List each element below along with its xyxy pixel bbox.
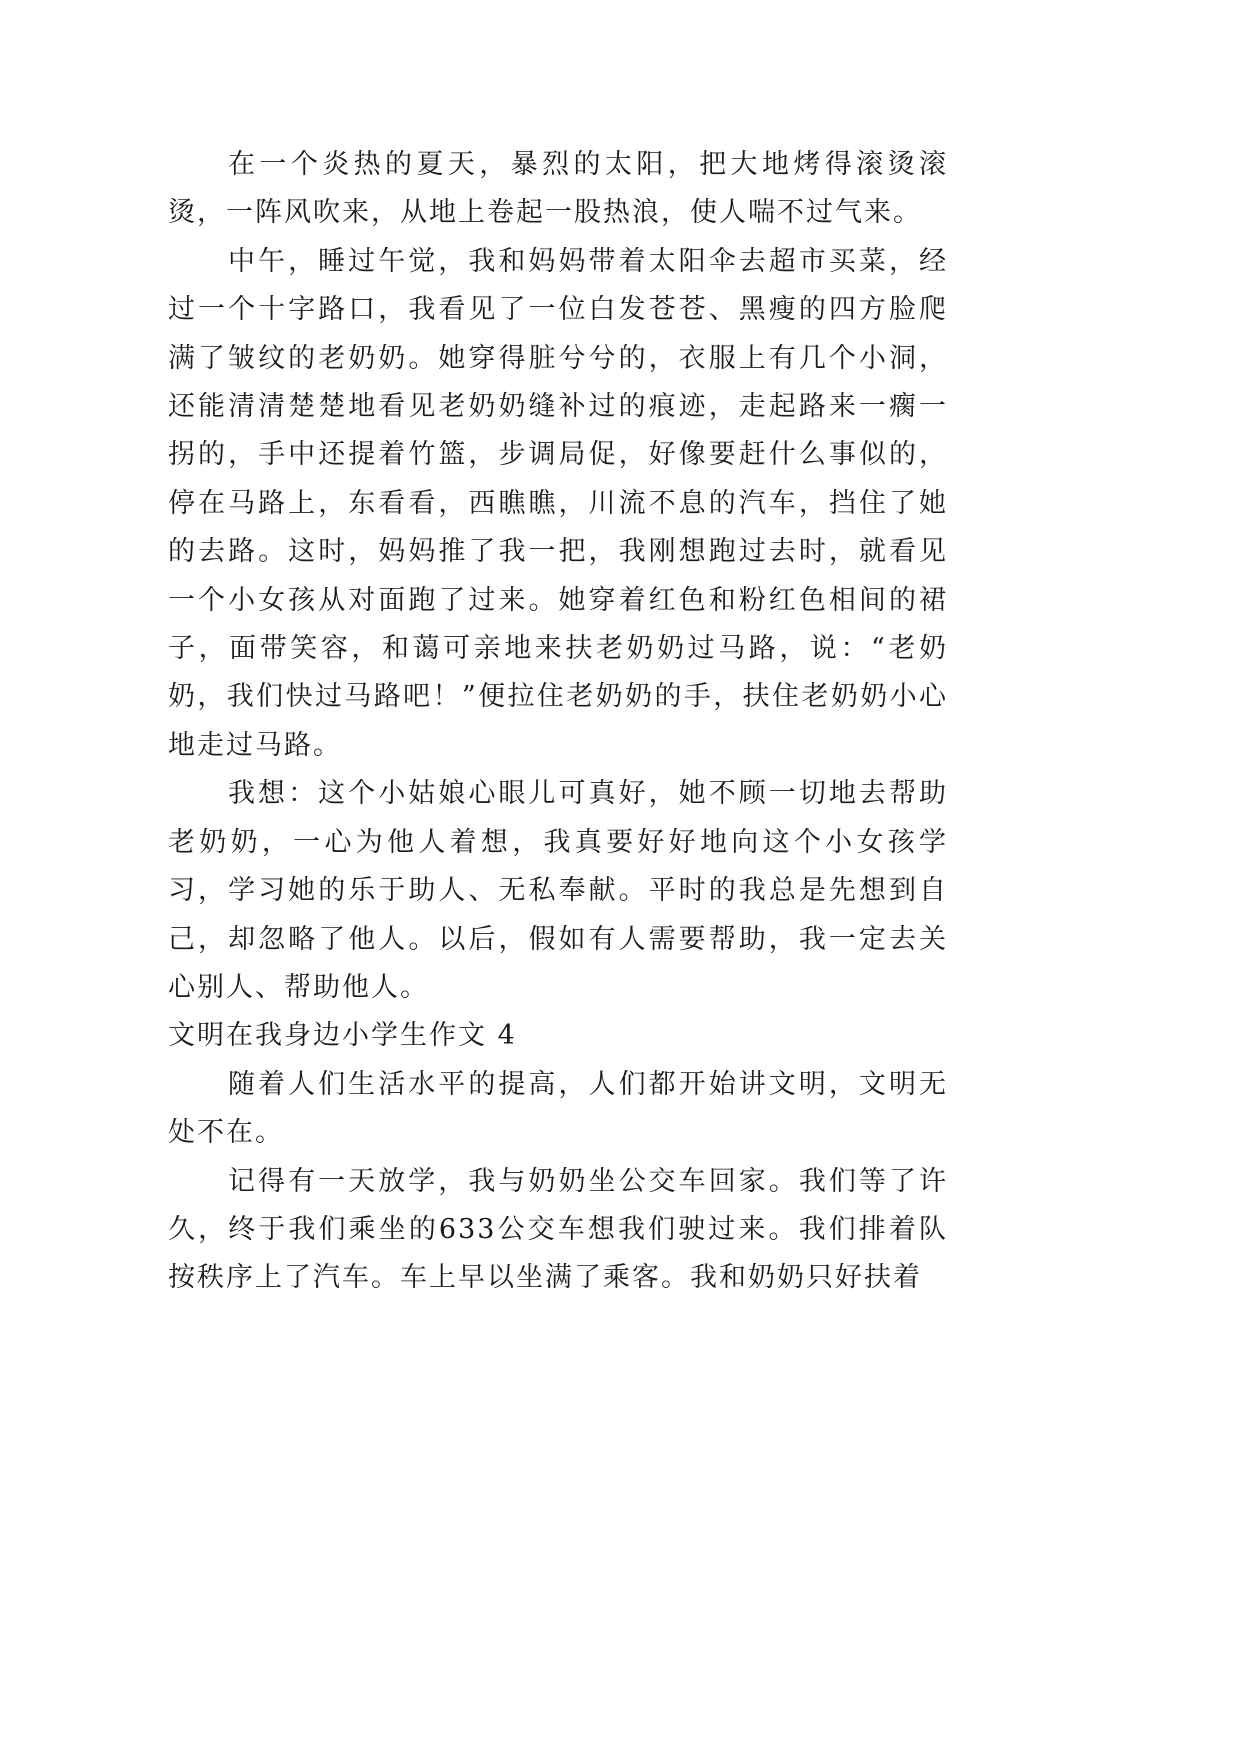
document-body [168,141,948,1303]
paragraph-hot-summer: 在一个炎热的夏天，暴烈的太阳，把大地烤得滚烫滚烫，一阵风吹来，从地上卷起一股热浪，使人喘不过气来。 [168,149,948,229]
paragraph-grandma-crossing: 中午，睡过午觉，我和妈妈带着太阳伞去超市买菜，经过一个十字路口，我看见了一位白发苍苍、黑瘦的四方脸爬满了皱纹的老奶奶。她穿得脏兮兮的，衣服上有几个小洞，还能清清楚楚地看见老奶奶缝补过的痕迹，走起路来一瘸一拐的，手中还提着竹篮，步调局促，好像要赶什么事似的，停在马路上，东看看，西瞧瞧，川流不息的汽车，挡住了她的去路。这时，妈妈推了我一把，我刚想跑过去时，就看见一个小女孩从对面跑了过来。她穿着红色和粉红色相间的裙子，面带笑容，和蔼可亲地来扶老奶奶过马路，说：“老奶奶，我们快过马路吧！”便拉住老奶奶的手，扶住老奶奶小心地走过马路。 [168,245,948,761]
paragraph-civility-everywhere: 随着人们生活水平的提高，人们都开始讲文明，文明无处不在。 [168,1068,948,1149]
section-title: 文明在我身边小学生作文 4 [168,1020,517,1052]
paragraph-reflection: 我想：这个小姑娘心眼儿可真好，她不顾一切地去帮助老奶奶，一心为他人着想，我真要好好地向这个小女孩学习，学习她的乐于助人、无私奉献。平时的我总是先想到自己，却忽略了他人。以后，假如有人需要帮助，我一定去关心别人、帮助他人。 [168,778,948,1003]
paragraph-bus-ride: 记得有一天放学，我与奶奶坐公交车回家。我们等了许久，终于我们乘坐的633公交车想我们驶过来。我们排着队按秩序上了汽车。车上早以坐满了乘客。我和奶奶只好扶着 [168,1165,948,1294]
